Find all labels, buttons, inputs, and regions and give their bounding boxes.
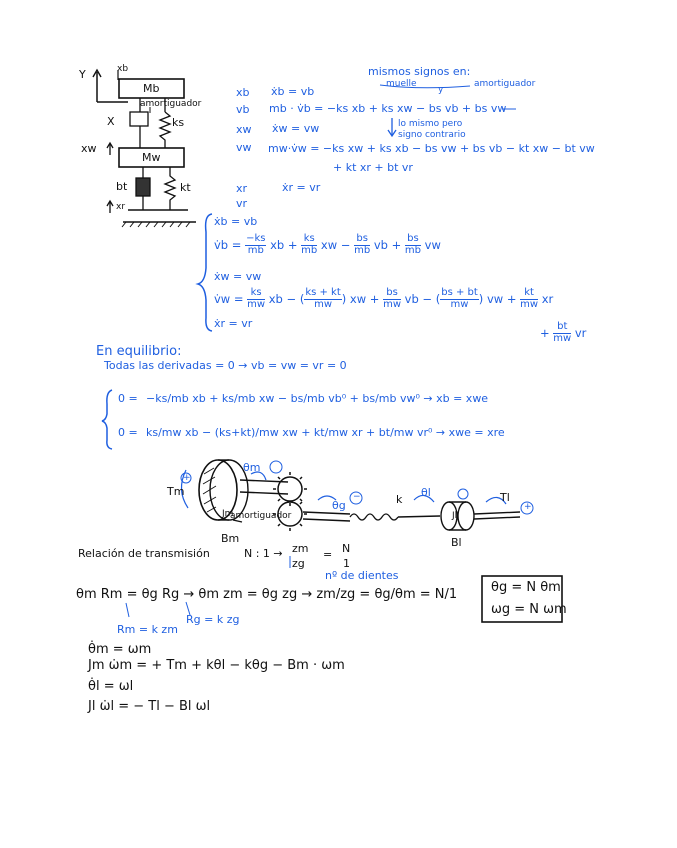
state-var-vb: vb [236, 103, 250, 116]
transmision-label: Relación de transmisión [78, 547, 210, 560]
sys-r4-b: xb − [268, 292, 297, 306]
final-eq-1: θ̇m = ωm [88, 642, 152, 657]
kt-label: kt [180, 181, 191, 194]
frac-bs-bt-mw: $\frac{bs + bt}{mw}$ [441, 287, 478, 310]
gear-rm: Rm = k zm [117, 623, 178, 636]
sys-r4-f: vb − [404, 292, 433, 306]
tl-label: Tl [500, 491, 510, 504]
sys-r2-lhs: v̇b = [214, 238, 246, 252]
boxed-omega-g: ωg = N ωm [491, 602, 567, 617]
sys-r2 [214, 234, 441, 256]
tm-label: Tm [167, 485, 185, 498]
note-lo-mismo: lo mismo pero [398, 119, 463, 129]
theta-g-label: θg [332, 499, 346, 512]
note-mismos-signos: mismos signos en: [368, 65, 471, 78]
sys-r4-cont [540, 322, 586, 344]
frac-bs-mb-2: $\frac{bs}{mb}$ [404, 233, 421, 256]
eq1-xb-dot: ẋb = vb [271, 85, 315, 98]
frac-bs-mw: $\frac{bs}{mw}$ [383, 287, 402, 310]
bm-label: Bm [221, 532, 240, 545]
bt-label: bt [116, 180, 128, 193]
eq1-xr-dot: ẋr = vr [282, 181, 321, 194]
xb-label: xb [117, 64, 129, 74]
axis-y-label: Y [79, 68, 86, 81]
note-muelle: muelle [386, 79, 417, 89]
note-amortiguador: amortiguador [474, 79, 536, 89]
amortiguador-label: amortiguador [140, 99, 202, 109]
gear-eq-line: θm Rm = θg Rg → θm zm = θg zg → zm/zg = θg/θm = N/1 [76, 587, 458, 602]
frac-bs-mb-1: $\frac{bs}{mb}$ [354, 233, 371, 256]
final-eq-3: θ̇l = ωl [88, 679, 134, 694]
tm-plus: + [183, 473, 191, 483]
state-var-vr: vr [236, 197, 248, 210]
sys-r4-k: + [540, 326, 550, 340]
note-y: y [438, 85, 444, 95]
xr-label: xr [116, 202, 126, 212]
equilibrio-title: En equilibrio: [96, 344, 182, 359]
transmision-N: N [342, 542, 351, 555]
tl-plus: + [524, 502, 532, 512]
sys-r4-j: xr [541, 292, 554, 306]
sys-r1: ẋb = vb [214, 215, 258, 228]
gear-rg: Rg = k zg [186, 613, 240, 626]
equilibrio-line: Todas las derivadas = 0 → vb = vw = vr = 0 [104, 359, 347, 372]
transmision-zm: zm [292, 542, 309, 555]
jl-label: Jl [452, 511, 458, 521]
state-var-vw: vw [236, 141, 252, 154]
xw-label: xw [81, 142, 97, 155]
sys-r4-h: vw + [486, 292, 517, 306]
sys-r4-m: vr [574, 326, 587, 340]
sys-r2-t2: xw − [320, 238, 351, 252]
transmision-zg: zg [292, 557, 305, 570]
transmision-one: 1 [343, 557, 350, 570]
sys-r3: ẋw = vw [214, 270, 262, 283]
state-var-xb: xb [236, 86, 250, 99]
sys-r2-t1: xb + [270, 238, 298, 252]
sys-r2-t4: vw [424, 238, 441, 252]
equilibrio-eqA: −ks/mb xb + ks/mb xw − bs/mb vb⁰ + bs/mb vw⁰ → xb = xwe [146, 392, 489, 405]
transmision-dientes: nº de dientes [325, 569, 399, 582]
sys-r4-d: xw + [349, 292, 380, 306]
equilibrio-eqA-pre: 0 = [118, 392, 138, 405]
transmision-ratio: N : 1 → [244, 547, 283, 560]
frac-ks-mw: $\frac{ks}{mw}$ [247, 287, 266, 310]
final-eq-2: Jm ω̇m = + Tm + kθl − kθg − Bm · ωm [88, 658, 345, 673]
amortiguador-m-label: amortiguador [230, 511, 292, 521]
state-var-xr: xr [236, 182, 248, 195]
frac-ks-kt-mw: $\frac{ks + kt}{mw}$ [305, 287, 341, 310]
mb-label: Mb [143, 82, 160, 95]
frac-ks-mb-2: $\frac{ks}{mb}$ [301, 233, 318, 256]
eq1-vb-dot: mb · v̇b = −ks xb + ks xw − bs vb + bs vw [269, 102, 507, 115]
theta-g-minus: − [353, 492, 361, 502]
frac-ks-mb-1: $\frac{-ks}{mb}$ [246, 233, 266, 256]
transmision-eq: = [323, 548, 333, 561]
eq1-xw-dot: ẋw = vw [272, 122, 320, 135]
mw-label: Mw [142, 151, 161, 164]
bl-label: Bl [451, 536, 462, 549]
jm-label: Jm [222, 509, 234, 519]
equilibrio-eqB-pre: 0 = [118, 426, 138, 439]
k-label: k [396, 493, 403, 506]
boxed-theta-g: θg = N θm [491, 580, 561, 595]
sys-r2-t3: vb + [373, 238, 402, 252]
ks-label: ks [172, 116, 185, 129]
theta-l-label: θl [421, 486, 431, 499]
sys-r5: ẋr = vr [214, 317, 253, 330]
frac-bt-mw: $\frac{bt}{mw}$ [553, 321, 572, 344]
x-label: X [107, 115, 115, 128]
frac-kt-mw: $\frac{kt}{mw}$ [520, 287, 539, 310]
sys-r4: v̇w = $\frac{ks}{mw}$ xb − ( $\frac{ks + kt}{mw}$ ) xw + $\frac{bs}{mw}$ vb − ( $\frac{bs + bt}{mw}$ ) vw + $\frac{kt}{mw}$ xr [214, 287, 554, 310]
note-signo-contrario: signo contrario [398, 130, 466, 140]
theta-m-label: θm [243, 461, 261, 474]
state-var-xw: xw [236, 123, 252, 136]
eq1-vw-dot: mw·v̇w = −ks xw + ks xb − bs vw + bs vb − kt xw − bt vw [268, 142, 595, 155]
eq1-vw-dot-cont: + kt xr + bt vr [333, 161, 413, 174]
final-eq-4: Jl ω̇l = − Tl − Bl ωl [88, 699, 211, 714]
sys-r4-lhs: v̇w = [214, 292, 248, 306]
equilibrio-eqB: ks/mw xb − (ks+kt)/mw xw + kt/mw xr + bt/mw vr⁰ → xwe = xre [146, 426, 505, 439]
